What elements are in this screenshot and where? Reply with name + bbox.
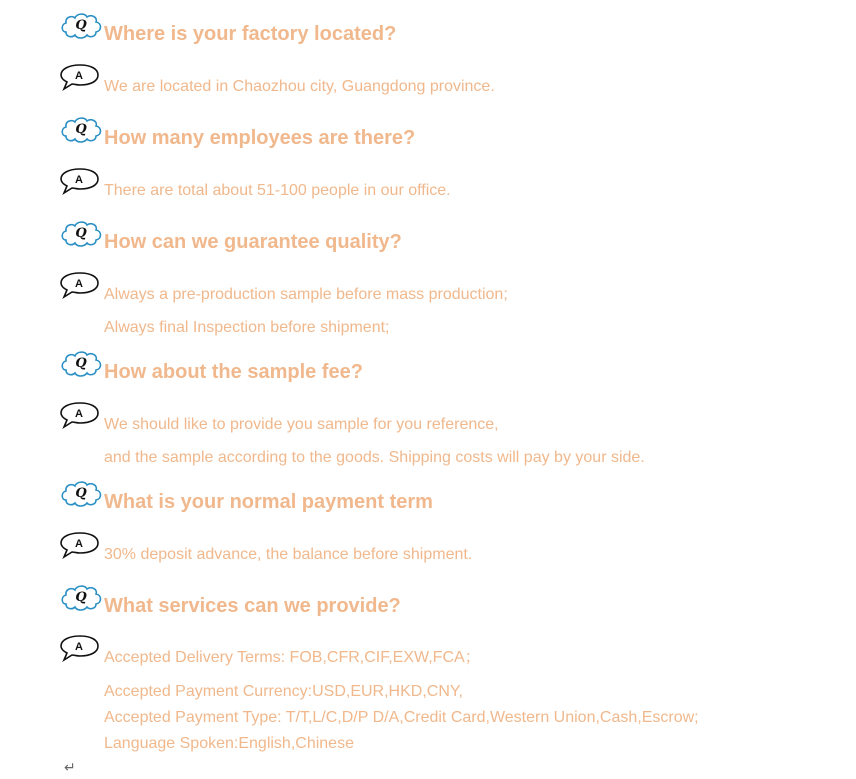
faq-question-4: How about the sample fee? — [104, 361, 363, 383]
faq-answer-6-line-2: Accepted Payment Currency:USD,EUR,HKD,CNY, — [104, 683, 463, 700]
q-cloud-icon — [59, 348, 103, 378]
faq-question-2: How many employees are there? — [104, 127, 416, 149]
svg-text:Q: Q — [75, 122, 87, 137]
faq-answer-6-line-4: Language Spoken:English,Chinese — [104, 735, 354, 752]
a-speech-bubble-icon — [59, 401, 101, 429]
a-speech-bubble-icon — [59, 167, 101, 195]
faq-question-6: What services can we provide? — [104, 595, 401, 617]
svg-text:A: A — [75, 278, 83, 290]
faq-answer-2-line-1: There are total about 51-100 people in our office. — [104, 182, 451, 199]
svg-text:Q: Q — [75, 590, 87, 605]
faq-answer-4-line-1: We should like to provide you sample for you reference, — [104, 416, 499, 433]
faq-answer-3-line-1: Always a pre-production sample before mass production; — [104, 286, 508, 303]
q-cloud-icon — [59, 218, 103, 248]
svg-text:A: A — [75, 408, 83, 420]
q-cloud-icon — [59, 582, 103, 612]
a-speech-bubble-icon — [59, 634, 101, 662]
paragraph-return-mark: ↵ — [64, 759, 76, 775]
svg-text:A: A — [75, 538, 83, 550]
svg-text:Q: Q — [75, 356, 87, 371]
faq-question-3: How can we guarantee quality? — [104, 231, 402, 253]
q-cloud-icon — [59, 114, 103, 144]
svg-text:A: A — [75, 641, 83, 653]
a-speech-bubble-icon — [59, 531, 101, 559]
svg-text:Q: Q — [75, 18, 87, 33]
svg-text:A: A — [75, 70, 83, 82]
faq-answer-6-line-3: Accepted Payment Type: T/T,L/C,D/P D/A,Credit Card,Western Union,Cash,Escrow; — [104, 709, 699, 726]
q-cloud-icon — [59, 10, 103, 40]
svg-text:A: A — [75, 174, 83, 186]
faq-answer-5-line-1: 30% deposit advance, the balance before shipment. — [104, 546, 473, 563]
svg-text:Q: Q — [75, 226, 87, 241]
faq-question-5: What is your normal payment term — [104, 491, 433, 513]
svg-text:Q: Q — [75, 486, 87, 501]
faq-question-1: Where is your factory located? — [104, 23, 397, 45]
q-cloud-icon — [59, 478, 103, 508]
faq-answer-1-line-1: We are located in Chaozhou city, Guangdong province. — [104, 78, 495, 95]
faq-answer-4-line-2: and the sample according to the goods. Shipping costs will pay by your side. — [104, 449, 645, 466]
a-speech-bubble-icon — [59, 271, 101, 299]
a-speech-bubble-icon — [59, 63, 101, 91]
faq-answer-3-line-2: Always final Inspection before shipment; — [104, 319, 390, 336]
faq-answer-6-line-1: Accepted Delivery Terms: FOB,CFR,CIF,EXW,FCA； — [104, 649, 481, 666]
